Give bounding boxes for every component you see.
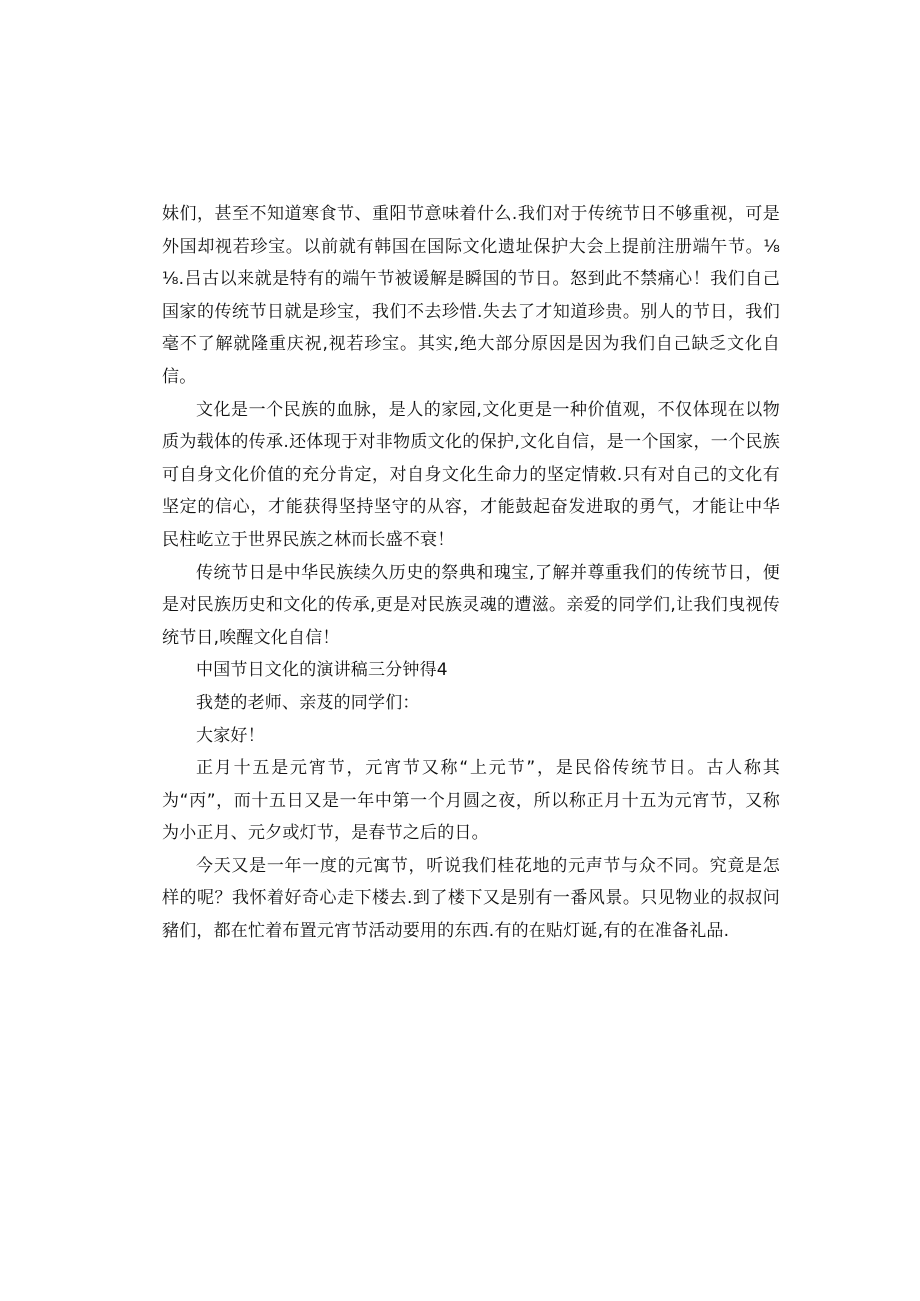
document-body — [162, 198, 780, 948]
salutation: 我楚的老师、亲芨的同学们： — [196, 692, 420, 713]
paragraph-1: 妹们，甚至不知道寒食节、重阳节意味着什么.我们对于传统节日不够重视，可是外国却视若珍宝。以前就有韩国在国际文化遗址保护大会上提前注册端午节。⅛⅛.吕古以来就是特有的端午节被谖解是瞬国的节日。怒到此不禁痛心！我们自己国家的传统节日就是珍宝，我们不去珍惜.失去了才知道珍贵。别人的节日，我们毫不了解就隆重庆祝,视若珍宝。其实,绝大部分原因是因为我们自己缺乏文化自信。 — [162, 204, 780, 387]
greeting: 大家好！ — [196, 725, 265, 746]
paragraph-3: 传统节日是中华民族续久历史的祭典和瑰宝,了解并尊重我们的传统节日，便是对民族历史和文化的传承,更是对民族灵魂的遭滋。亲爱的同学们,让我们曳视传统节日,唉醒文化自信！ — [162, 562, 780, 648]
paragraph-5: 今天又是一年一度的元寓节，听说我们桂花地的元声节与众不同。究竟是怎样的呢？我怀着好奇心走下楼去.到了楼下又是别有一番风景。只见物业的叔叔问豬们，都在忙着布置元宵节活动要用的东西.有的在贴灯诞,有的在准备礼品. — [162, 855, 780, 942]
paragraph-4: 正月十五是元宵节，元宵节又称“上元节”，是民俗传统节日。古人称其为“丙”，而十五日又是一年中第一个月圆之夜，所以称正月十五为元宵节，又称为小正月、元夕或灯节，是春节之后的日。 — [162, 758, 780, 844]
speech-title: 中国节日文化的演讲稿三分钟得4 — [196, 660, 448, 681]
paragraph-2: 文化是一个民族的血脉，是人的家园,文化更是一种价值观，不仅体现在以物质为载体的传承.还体现于对非物质文化的保护,文化自信，是一个国家，一个民族可自身文化价值的充分肯定，对自身文化生命力的坚定情敕.只有对自己的文化有坚定的信心，才能获得坚持坚守的从容，才能鼓起奋发进取的勇气，才能让中华民柱屹立于世界民族之林而长盛不衰！ — [162, 399, 780, 550]
